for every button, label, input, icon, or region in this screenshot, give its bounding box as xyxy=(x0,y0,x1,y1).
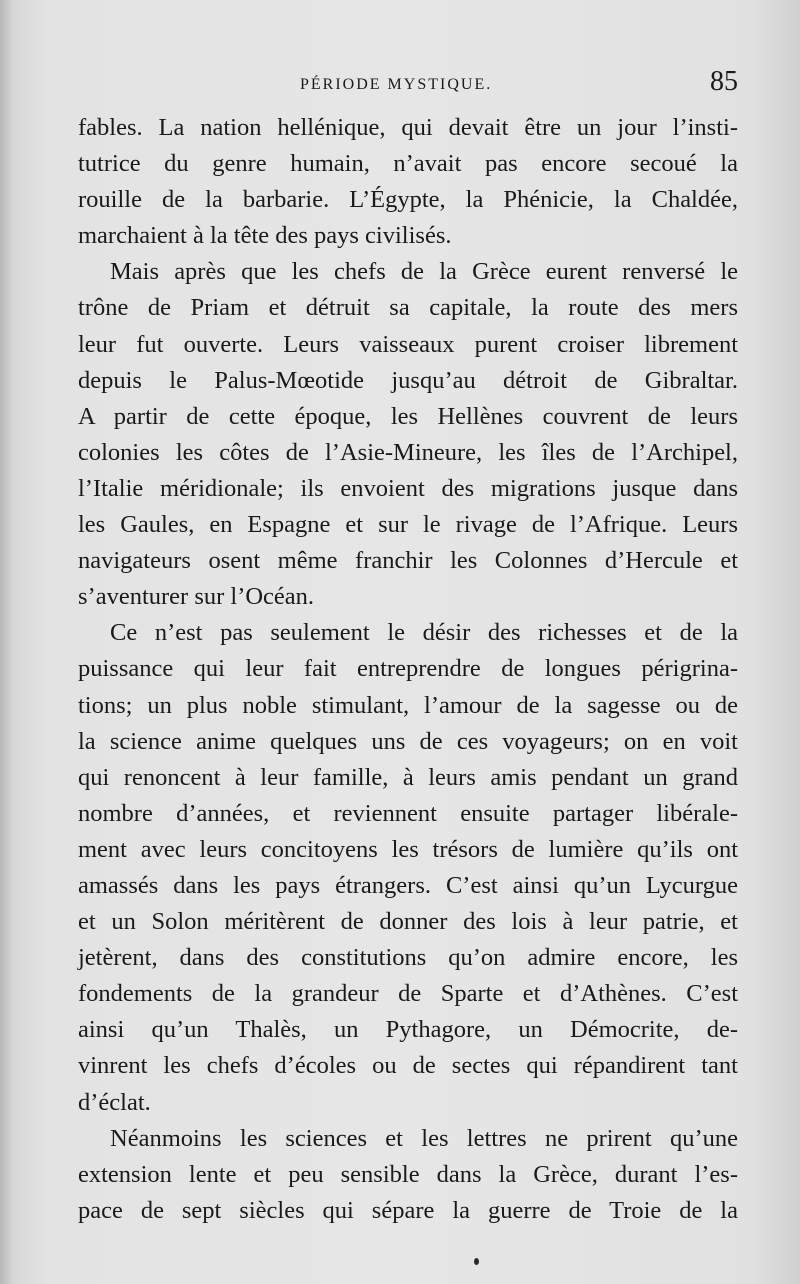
text-line: colonies les côtes de l’Asie-Mineure, les îles de l’Archipel, xyxy=(78,438,738,466)
paragraph-4 xyxy=(78,1121,738,1229)
text-line: jetèrent, dans des constitutions qu’on admire encore, les xyxy=(78,944,738,972)
text-line: tions; un plus noble stimulant, l’amour de la sagesse ou de xyxy=(78,691,738,719)
text-line: leur fut ouverte. Leurs vaisseaux purent croiser librement xyxy=(78,330,738,358)
page-number: 85 xyxy=(710,66,738,97)
text-line: amassés dans les pays étrangers. C’est ainsi qu’un Lycurgue xyxy=(78,871,738,899)
text-line: qui renoncent à leur famille, à leurs amis pendant un grand xyxy=(78,763,738,791)
ink-dot-mark xyxy=(474,1258,479,1265)
text-line: ainsi qu’un Thalès, un Pythagore, un Démocrite, de- xyxy=(78,1016,738,1044)
text-line: puissance qui leur fait entreprendre de longues périgrina- xyxy=(78,655,738,683)
text-line: fondements de la grandeur de Sparte et d’Athènes. C’est xyxy=(78,980,738,1008)
text-line: depuis le Palus-Mœotide jusqu’au détroit de Gibraltar. xyxy=(78,366,738,394)
page-edge-shadow xyxy=(0,0,14,1284)
text-line: la science anime quelques uns de ces voyageurs; on en voit xyxy=(78,727,738,755)
page-body xyxy=(78,110,738,1229)
text-line: ment avec leurs concitoyens les trésors de lumière qu’ils ont xyxy=(78,835,738,863)
text-line: rouille de la barbarie. L’Égypte, la Phénicie, la Chaldée, xyxy=(78,186,738,214)
text-line: A partir de cette époque, les Hellènes couvrent de leurs xyxy=(78,402,738,430)
page-header xyxy=(300,66,738,102)
text-line: extension lente et peu sensible dans la Grèce, durant l’es- xyxy=(78,1160,738,1188)
text-line: s’aventurer sur l’Océan. xyxy=(78,583,315,611)
text-line: l’Italie méridionale; ils envoient des migrations jusque dans xyxy=(78,474,738,502)
text-line: navigateurs osent même franchir les Colonnes d’Hercule et xyxy=(78,547,738,575)
paragraph-3 xyxy=(78,615,738,1120)
text-line: Mais après que les chefs de la Grèce eurent renversé le xyxy=(110,258,738,286)
text-line: pace de sept siècles qui sépare la guerre de Troie de la xyxy=(78,1196,738,1224)
text-line: les Gaules, en Espagne et sur le rivage de l’Afrique. Leurs xyxy=(78,511,738,539)
text-line: nombre d’années, et reviennent ensuite partager libérale- xyxy=(78,799,738,827)
text-line: Néanmoins les sciences et les lettres ne prirent qu’une xyxy=(110,1124,738,1152)
text-line: fables. La nation hellénique, qui devait être un jour l’insti- xyxy=(78,114,738,141)
text-line: trône de Priam et détruit sa capitale, la route des mers xyxy=(78,294,738,322)
paragraph-2 xyxy=(78,254,738,615)
running-title: PÉRIODE MYSTIQUE. xyxy=(300,76,493,93)
text-line: tutrice du genre humain, n’avait pas encore secoué la xyxy=(78,150,738,178)
paragraph-1 xyxy=(78,110,738,254)
text-line: vinrent les chefs d’écoles ou de sectes qui répandirent tant xyxy=(78,1052,738,1080)
text-line: d’éclat. xyxy=(78,1088,151,1116)
text-line: et un Solon méritèrent de donner des lois à leur patrie, et xyxy=(78,908,738,936)
text-line: Ce n’est pas seulement le désir des richesses et de la xyxy=(110,619,738,647)
text-line: marchaient à la tête des pays civilisés. xyxy=(78,222,452,250)
